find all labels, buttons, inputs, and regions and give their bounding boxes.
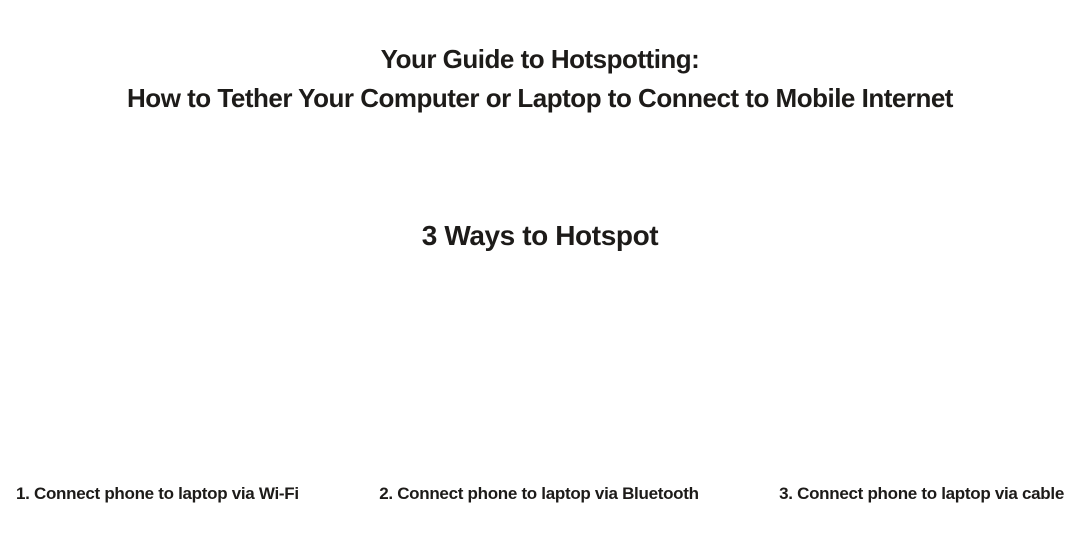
section-heading: 3 Ways to Hotspot: [421, 220, 659, 251]
captions-row: [16, 483, 1064, 505]
caption-wifi: 1. Connect phone to laptop via Wi-Fi: [16, 484, 299, 503]
page-title-line1: Your Guide to Hotspotting:: [380, 44, 700, 74]
caption-bluetooth: 2. Connect phone to laptop via Bluetooth: [379, 484, 699, 503]
page-title-line2: How to Tether Your Computer or Laptop to Connect to Mobile Internet: [127, 83, 953, 113]
caption-cable: 3. Connect phone to laptop via cable: [779, 484, 1064, 503]
page-title: [0, 40, 1080, 118]
